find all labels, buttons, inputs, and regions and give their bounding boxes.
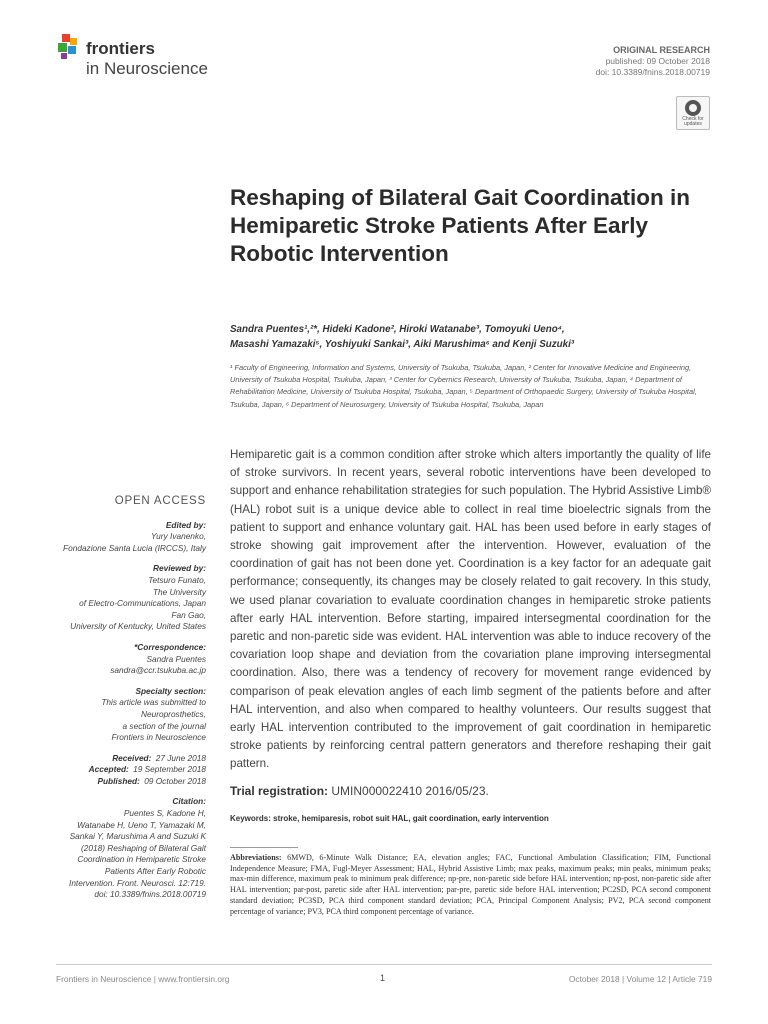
logo-square-red xyxy=(62,34,70,42)
reviewed-by-section xyxy=(54,563,206,633)
author-line: Masashi Yamazaki⁵, Yoshiyuki Sankai³, Aiki Marushima⁶ and Kenji Suzuki³ xyxy=(230,339,575,350)
citation-line: (2018) Reshaping of Bilateral Gait xyxy=(81,842,206,853)
frontiers-logo-icon xyxy=(56,34,82,60)
received-row xyxy=(54,753,206,765)
logo-square-green xyxy=(58,43,67,52)
abbreviations-divider xyxy=(230,847,298,848)
published-label: Published: xyxy=(97,775,140,786)
keywords: Keywords: stroke, hemiparesis, robot suit HAL, gait coordination, early intervention xyxy=(230,814,549,823)
citation-line: Intervention. Front. Neurosci. 12:719. xyxy=(69,877,206,888)
citation-line: Puentes S, Kadone H, xyxy=(123,808,206,819)
dates-section xyxy=(54,753,206,788)
received-date: 27 June 2018 xyxy=(155,752,206,763)
correspondence-email[interactable]: sandra@ccr.tsukuba.ac.jp xyxy=(110,665,206,676)
check-updates-icon xyxy=(685,100,701,116)
specialty-section xyxy=(54,686,206,744)
citation-line: Sankai Y, Marushima A and Suzuki K xyxy=(69,831,206,842)
specialty-line: This article was submitted to xyxy=(101,697,206,708)
article-type: ORIGINAL RESEARCH xyxy=(613,45,710,55)
received-label: Received: xyxy=(112,752,152,763)
footer-divider xyxy=(56,964,712,965)
accepted-date: 19 September 2018 xyxy=(133,764,206,775)
abbreviations-label: Abbreviations: xyxy=(230,853,282,862)
reviewer-line: The University xyxy=(152,586,206,597)
reviewer-line: of Electro-Communications, Japan xyxy=(79,598,206,609)
published-date-sidebar: 09 October 2018 xyxy=(144,775,206,786)
trial-registration xyxy=(230,784,710,798)
affiliations: ¹ Faculty of Engineering, Information and Systems, University of Tsukuba, Tsukuba, Japan, ² Center for Innovative Medicine and Engineering, University of Tsukuba Hospital, Tsukuba, Japan, ³ Center for Cybernics Research, University of Tsukuba, Tsukuba, Japan, ⁴ Department of Rehabilitation Medicine, University of Tsukuba Hospital, Tsukuba, Japan, ⁵ Department of Orthopaedic Surgery, University of Tsukuba Hospital, Tsukuba, Japan, ⁶ Department of Neurosurgery, University of Tsukuba Hospital, Tsukuba, Japan xyxy=(230,363,697,409)
logo-square-blue xyxy=(68,46,76,54)
reviewer-line: University of Kentucky, United States xyxy=(70,621,206,632)
citation-heading: Citation: xyxy=(172,796,206,807)
specialty-line: a section of the journal xyxy=(122,720,206,731)
page-number: 1 xyxy=(380,973,386,983)
citation-doi[interactable]: doi: 10.3389/fnins.2018.00719 xyxy=(94,889,206,900)
open-access-label: OPEN ACCESS xyxy=(114,495,206,507)
specialty-line: Neuroprosthetics, xyxy=(140,708,206,719)
footer-journal-link[interactable]: Frontiers in Neuroscience | www.frontiersin.org xyxy=(56,974,230,984)
article-title: Reshaping of Bilateral Gait Coordination in Hemiparetic Stroke Patients After Early Robotic Intervention xyxy=(230,185,691,266)
edited-by-heading: Edited by: xyxy=(165,519,206,530)
badge-text-line: Check for xyxy=(682,116,704,122)
accepted-label: Accepted: xyxy=(88,764,129,775)
badge-text-line: updates xyxy=(684,121,702,127)
trial-registration-value: UMIN000022410 2016/05/23. xyxy=(331,784,489,798)
brand-name: frontiers xyxy=(86,39,155,58)
editor-line: Fondazione Santa Lucia (IRCCS), Italy xyxy=(63,542,206,553)
abbreviations-text: 6MWD, 6-Minute Walk Distance; EA, elevation angles; FAC, Functional Ambulation Classification; FIM, Functional Independence Measure; FMA, Fugl-Meyer Assessment; HAL, Hybrid Assistive Limb; max peaks, maximum peaks; min peaks, minimum peaks; max-min difference, maximum peak to minimum peak difference; np-pre, non-paretic side before HAL intervention; np-post, non-paretic side after HAL intervention; par-post, paretic side after HAL intervention; par-pre, paretic side before HAL intervention; PC2SD, PCA second component standard deviation; PC3SD, PCA third component standard deviation; PCA, Principal Component Analysis; PV2, PCA second component percentage of variance; PV3, PCA third component percentage of variance. xyxy=(230,853,711,916)
published-date: published: 09 October 2018 xyxy=(605,56,710,66)
editor-line: Yury Ivanenko, xyxy=(150,531,206,542)
article-info-sidebar xyxy=(54,496,206,910)
abstract-text: Hemiparetic gait is a common condition after stroke which alters importantly the quality of life of stroke survivors. In recent years, several robotic interventions have been developed to support and enhance rehabilitation strategies for such population. The Hybrid Assistive Limb® (HAL) robot suit is a unique device able to collect in real time bioelectric signals from the patient to support and enhance voluntary gait. HAL has been used before in early stages of stroke showing gait improvement after the intervention. However, evaluation of the coordination of gait has not been done yet. Coordination is a key factor for an adequate gait performance; consequently, its changes may be closely related to gait recovery. In this study, we used planar covariation to evaluate coordination changes in hemiparetic stroke patients after early HAL intervention. Before starting, impaired intersegmental coordination for the paretic and non-paretic side was evident. HAL intervention was able to induce recovery of the covariation loop shape and deviation from the covariation plane improving intersegmental coordination. Also, there was a tendency of recovery for movement range evidenced by comparison of peak elevation angles of each limb segment of the patients before and after HAL intervention, and also when compared to healthy volunteers. Our results suggest that early HAL intervention contributed to the improvement of gait coordination in hemiparetic stroke patients by reinforcing central pattern generators and therefore reshaping their gait pattern. xyxy=(230,448,711,771)
accepted-row xyxy=(54,764,206,776)
citation-section xyxy=(54,796,206,900)
citation-line: Coordination in Hemiparetic Stroke xyxy=(77,854,206,865)
reviewed-by-heading: Reviewed by: xyxy=(152,563,206,574)
logo-square-purple xyxy=(61,53,67,59)
citation-line: Patients After Early Robotic xyxy=(104,866,206,877)
doi-link[interactable]: doi: 10.3389/fnins.2018.00719 xyxy=(595,67,710,77)
footer-issue-info: October 2018 | Volume 12 | Article 719 xyxy=(568,974,712,984)
logo-square-yellow xyxy=(70,38,77,45)
published-row xyxy=(54,776,206,788)
trial-registration-label: Trial registration: xyxy=(230,784,329,798)
correspondence-section xyxy=(54,642,206,677)
author-list xyxy=(230,322,710,352)
citation-line: Watanabe H, Ueno T, Yamazaki M, xyxy=(77,819,206,830)
reviewer-line: Tetsuro Funato, xyxy=(148,574,206,585)
abbreviations xyxy=(230,853,711,917)
check-for-updates-badge[interactable] xyxy=(676,96,710,130)
specialty-line: Frontiers in Neuroscience xyxy=(111,732,206,743)
correspondence-name: Sandra Puentes xyxy=(146,653,206,664)
brand-journal: in Neuroscience xyxy=(86,59,208,78)
correspondence-heading: *Correspondence: xyxy=(134,641,206,652)
edited-by-section xyxy=(54,520,206,555)
reviewer-line: Fan Gao, xyxy=(171,609,206,620)
specialty-heading: Specialty section: xyxy=(135,685,206,696)
author-line: Sandra Puentes¹,²*, Hideki Kadone², Hiroki Watanabe³, Tomoyuki Ueno⁴, xyxy=(230,324,565,335)
